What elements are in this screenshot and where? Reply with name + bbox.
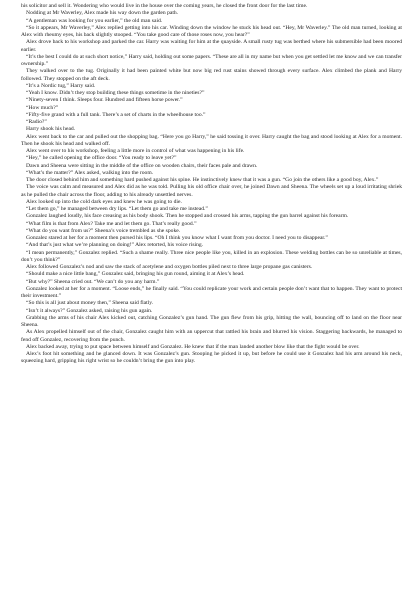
paragraph: “It’s the best I could do at such short notice,” Harry said, holding out some papers. “These are all in my name but when you get settled let me know and we can transfer ownership.” xyxy=(21,53,402,67)
paragraph: “Radio?” xyxy=(26,119,47,125)
paragraph: Gonzalez laughed loudly, his face creasing as his body shook. Then he stopped and crossed his arms, tapping the gun barrel against his forearm. xyxy=(26,213,349,220)
paragraph: “So this is all just about money then,” Sheena said flatly. xyxy=(26,300,154,307)
paragraph: Nodding at Mr Waverley, Alex made his way down the garden path. xyxy=(26,10,179,17)
paragraph: “Yeah I know. Didn’t they stop building these things sometime in the nineties?” xyxy=(26,90,205,96)
paragraph: “What’s the matter?” Alex asked, walking into the room. xyxy=(26,169,154,176)
paragraph: The door closed behind him and something hard pushed against his spine. He instinctively knew that it was a gun. “Go join the others like a good boy, Alex.” xyxy=(26,177,379,183)
paragraph: “What film is that from Alex? Take me and let them go. That’s really good.” xyxy=(26,220,197,227)
paragraph: Alex backed away, trying to put space between himself and Gonzalez. He knew that if the man landed another blow like that the fight would be over. xyxy=(26,343,360,350)
paragraph: “Ninety-seven I think. Sleeps four. Hundred and fifteen horse power.” xyxy=(26,97,183,104)
paragraph: Alex’s foot hit something and he glanced down. It was Gonzalez’s gun. Stooping he picked it up, but before he could use it Gonzalez had his arm around his neck, squeezing hard, gripping his right wrist so he couldn’t bring the gun into play. xyxy=(21,351,402,365)
paragraph: “What do you want from us?” Sheena’s voice trembled as she spoke. xyxy=(26,227,181,234)
paragraph: As Alex propelled himself out of the chair, Gonzalez caught him with an uppercut that rattled his brain and blurred his vision. Staggering backwards, he managed to fend off Gonzalez, recovering from the punch. xyxy=(21,329,402,343)
paragraph: “Let them go,” he managed between dry lips. “Let them go and take me instead.” xyxy=(26,206,208,212)
paragraph: Dawn and Sheena were sitting in the middle of the office on wooden chairs, their faces pale and drawn. xyxy=(26,162,258,169)
paragraph: “So it appears, Mr Waverley,” Alex replied getting into his car. Winding down the window he stuck his head out. “Hey, Mr Waverley.” The old man turned, looking at Alex with rheumy eyes, his back slightly stooped. “You take good care of those roses now, you hear?” xyxy=(21,24,402,38)
paragraph: “And that’s just what we’re planning on doing!” Alex retorted, his voice rising. xyxy=(26,242,204,249)
paragraph: “It’s a Nordic tug,” Harry said. xyxy=(26,82,96,89)
paragraph: “I mean permanently,” Gonzalez replied. “Such a shame really. Three nice people like you, killed in an explosion. These welding bottles can be so unreliable at times, don’t you think?” xyxy=(21,249,402,263)
paragraph: “Isn’t it always?” Gonzalez asked, raising his gun again. xyxy=(26,307,153,314)
paragraph: “How much?” xyxy=(26,104,59,111)
paragraph: “Fifty-five grand with a full tank. There’s a set of charts in the wheelhouse too.” xyxy=(26,111,206,118)
paragraph: “Hey,” he called opening the office door. “You ready to leave yet?” xyxy=(26,155,177,162)
paragraph: They walked over to the tug. Originally it had been painted white but now big red rust stains showed through every surface. Alex climbed the plank and Harry followed. They stopped on the aft deck. xyxy=(21,68,402,82)
paragraph: Grabbing the arms of his chair Alex kicked out, catching Gonzalez’s gun hand. The gun flew from his grip, hitting the wall, bouncing off to land on the floor near Sheena. xyxy=(21,314,402,328)
paragraph: Alex went back to the car and pulled out the shopping bag. “Here you go Harry,” he said tossing it over. Harry caught the bag and stood looking at Alex for a moment. Then he shook his head and walked off. xyxy=(21,133,402,147)
paragraph: Gonzalez stared at her for a moment then pursed his lips. “Oh I think you know what I want from you doctor. I need you to disappear.” xyxy=(26,235,328,241)
paragraph: Gonzalez looked at her for a moment. “Loose ends,” he finally said. “You could replicate your work and certain people don’t want that to happen. They want to protect their investment.” xyxy=(21,285,402,299)
paragraph: “But why?” Sheena cried out. “We can’t do you any harm.” xyxy=(26,278,160,285)
paragraph: Harry shook his head. xyxy=(26,126,76,133)
paragraph: Alex drove back to his workshop and parked the car. Harry was waiting for him at the quayside. A small rusty tug was berthed where his submersible had been moored earlier. xyxy=(21,39,402,53)
paragraph: Alex went over to his workshop, feeling a little more in control of what was happening in his life. xyxy=(26,148,245,154)
paragraph: Alex looked up into the cold dark eyes and knew he was going to die. xyxy=(26,198,182,205)
paragraph: Alex followed Gonzalez’s nod and saw the stack of acetylene and oxygen bottles piled next to three large propane gas canisters. xyxy=(26,264,313,270)
paragraph: The voice was calm and measured and Alex did as he was told. Pulling his old office chair over, he joined Dawn and Sheena. The wheels set up a loud irritating shriek as he pulled the chair across the floor, adding to his already unsettled nerves. xyxy=(21,184,402,198)
paragraph: “Should make a nice little bang,” Gonzalez said, bringing his gun round, aiming it at Alex’s head. xyxy=(26,271,245,278)
paragraph: his solicitor and sell it. Wondering who would live in the house over the coming years, he closed the front door for the last time. xyxy=(21,3,308,9)
paragraph: “A gentleman was looking for you earlier,” the old man said. xyxy=(26,17,163,24)
